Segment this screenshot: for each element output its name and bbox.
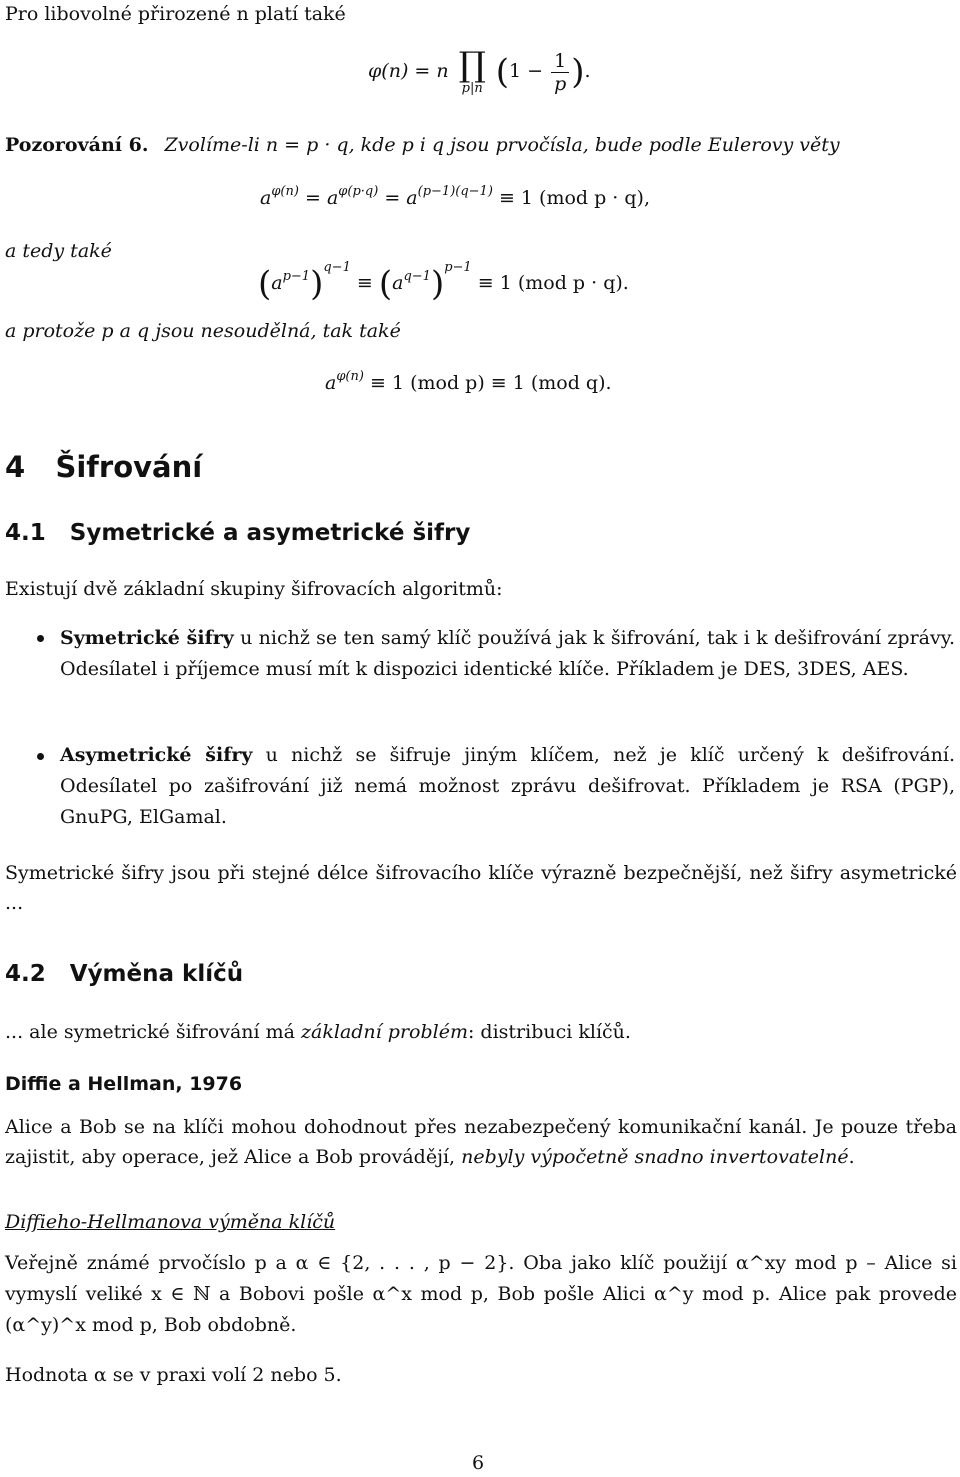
mod-formula: $a^{\varphi(n)} \equiv 1$ (mod p) ≡ 1 (mod q). [325,369,612,394]
dh-exchange-title: Diffieho-Hellmanova výměna klíčů [5,1211,336,1233]
problem-text: ... ale symetrické šifrování má základní problém: distribuci klíčů. [5,1021,631,1043]
diffie-hellman-text: Alice a Bob se na klíči mohou dohodnout přes nezabezpečený komunikační kanál. Je pouze třeba zajistit, aby operace, jež Alice a Bob provádějí, nebyly výpočetně snadno invertovatelné. [5,1116,957,1168]
coprime-text: a protože p a q jsou nesoudělná, tak také [5,320,401,342]
power-formula: $(a^{p-1})^{q-1} \equiv (a^{q-1})^{p-1} \equiv 1$ (mod p · q). [258,260,629,304]
groups-intro: Existují dvě základní skupiny šifrovacích algoritmů: [5,578,503,600]
section-4-heading: 4 Šifrování [5,450,203,484]
diffie-hellman-title: Diffie a Hellman, 1976 [5,1073,243,1095]
product-symbol: ∏ p|n [458,45,486,96]
phi-product-formula: φ(n) = n ∏ p|n (1 − $\frac{1}{p}$ ). [368,45,591,96]
symmetric-vs-asymmetric: Symetrické šifry jsou při stejné délce šifrovacího klíče výrazně bezpečnější, než šifry asymetrické ... [5,862,957,914]
euler-formula: $a^{\varphi(n)} = a^{\varphi(p\cdot q)} = a^{(p-1)(q-1)} \equiv 1$ (mod p · q), [260,184,650,209]
bullet-symmetric: Symetrické šifry u nichž se ten samý klíč používá jak k šifrování, tak i k dešifrování zprávy. Odesílatel i příjemce musí mít k dispozici identické klíče. Příkladem je DES, 3DES, AES. [60,627,955,680]
bullet-dot [37,753,44,760]
observation-label: Pozorování 6. [5,134,149,156]
section-4-2-heading: 4.2 Výměna klíčů [5,961,244,987]
observation-text: Zvolíme-li n = p · q, kde p i q jsou prvočísla, bude podle Eulerovy věty [164,134,840,156]
page-number: 6 [472,1452,485,1474]
bullet-dot [37,635,44,642]
also-text: a tedy také [5,240,112,262]
alpha-note: Hodnota α se v praxi volí 2 nebo 5. [5,1364,342,1386]
phi-lhs: φ(n) = n [368,60,449,82]
section-4-1-heading: 4.1 Symetrické a asymetrické šifry [5,520,471,546]
observation [5,130,840,160]
intro-text: Pro libovolné přirozené n platí také [5,3,346,25]
bullet-asymmetric: Asymetrické šifry u nichž se šifruje jiným klíčem, než je klíč určený k dešifrování. Odesílatel po zašifrování již nemá možnost zprávu dešifrovat. Příkladem je RSA (PGP), GnuPG, ElGamal. [60,744,956,828]
dh-exchange-text: Veřejně známé prvočíslo p a α ∈ {2, . . . , p − 2}. Oba jako klíč použijí α^xy mod p – Alice si vymyslí veliké x ∈ ℕ a Bobovi pošle α^x mod p, Bob pošle Alici α^y mod p. Alice pak provede (α^y)^x mod p, Bob obdobně. [5,1252,957,1336]
fraction-1-over-p: $\frac{1}{p}$ [551,50,569,95]
